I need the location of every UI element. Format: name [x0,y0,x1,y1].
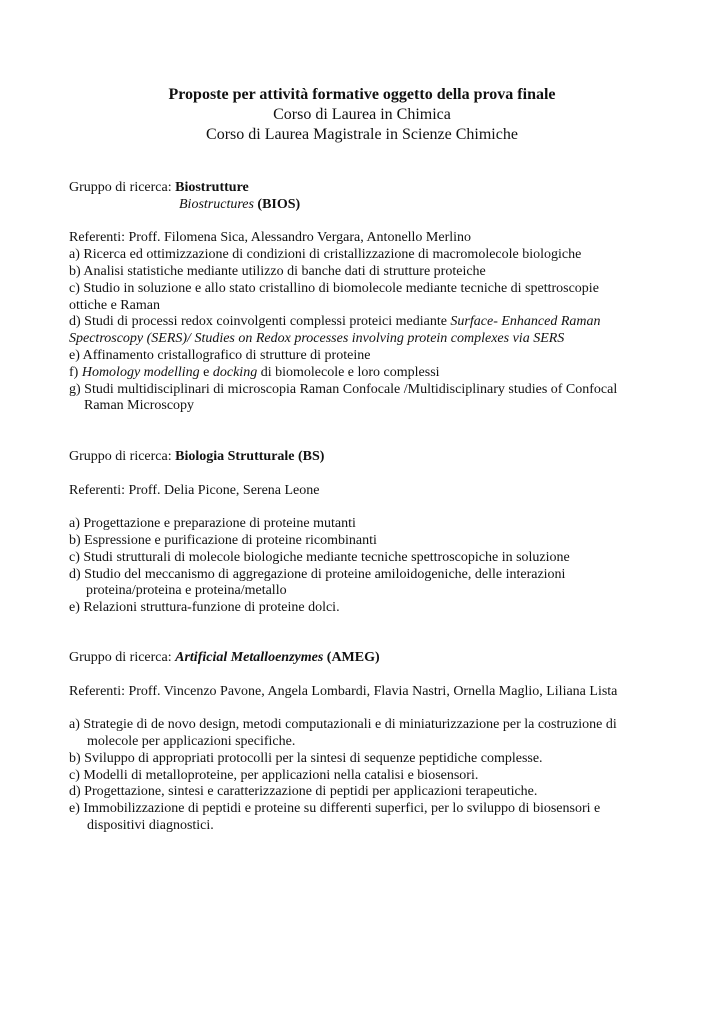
list-item-continuation: ottiche e Raman [69,297,160,313]
list-item: d) Studi di processi redox coinvolgenti complessi proteici mediante Surface- Enhanced Raman [69,314,601,330]
course-line-2: Corso di Laurea Magistrale in Scienze Chimiche [206,126,518,143]
list-item: c) Modelli di metalloproteine, per applicazioni nella catalisi e biosensori. [69,767,479,783]
group-heading: Gruppo di ricerca: Biologia Strutturale (BS) [69,449,325,464]
list-item: a) Progettazione e preparazione di proteine mutanti [69,516,356,532]
spacer [69,466,570,483]
list-item: e) Relazioni struttura-funzione di proteine dolci. [69,600,340,616]
group-referents: Referenti: Proff. Delia Picone, Serena Leone [69,482,320,498]
group-heading: Gruppo di ricerca: Artificial Metalloenzymes (AMEG) [69,650,380,665]
list-item: b) Sviluppo di appropriati protocolli per la sintesi di sequenze peptidiche complesse. [69,750,543,766]
spacer [69,667,617,684]
list-item-continuation: molecole per applicazioni specifiche. [87,733,296,749]
list-item: f) Homology modelling e docking di biomolecole e loro complessi [69,364,440,380]
group-name: Biologia Strutturale (BS) [175,449,325,464]
spacer [69,499,570,516]
document-header [0,85,724,145]
group-referents: Referenti: Proff. Filomena Sica, Alessandro Vergara, Antonello Merlino [69,230,472,246]
group-section-ameg [69,650,617,835]
group-name: Artificial Metalloenzymes [175,650,324,665]
course-line-1: Corso di Laurea in Chimica [273,106,451,123]
list-item: e) Affinamento cristallografico di strutture di proteine [69,347,371,363]
group-section-bios [69,180,617,415]
list-item: b) Analisi statistiche mediante utilizzo di banche dati di strutture proteiche [69,263,486,279]
list-item: e) Immobilizzazione di peptidi e proteine su differenti superfici, per lo sviluppo di biosensori e [69,801,601,817]
spacer [69,700,617,717]
list-item: a) Ricerca ed ottimizzazione di condizioni di cristallizzazione di macromolecole biologiche [69,247,582,263]
document-title: Proposte per attività formative oggetto della prova finale [168,86,556,103]
list-item: c) Studio in soluzione e allo stato cristallino di biomolecole mediante tecniche di spettroscopie [69,280,599,296]
list-item: b) Espressione e purificazione di proteine ricombinanti [69,532,377,548]
spacer [69,214,617,231]
list-item-continuation: Spectroscopy (SERS)/ Studies on Redox processes involving protein complexes via SERS [69,331,565,347]
list-item: d) Progettazione, sintesi e caratterizzazione di peptidi per applicazioni terapeutiche. [69,784,538,800]
list-item: g) Studi multidisciplinari di microscopia Raman Confocale /Multidisciplinary studies of Confocal [69,381,618,397]
list-item-continuation: proteina/proteina e proteina/metallo [86,583,287,599]
group-name: Biostrutture [175,180,249,195]
group-section-bs [69,449,570,617]
group-referents: Referenti: Proff. Vincenzo Pavone, Angela Lombardi, Flavia Nastri, Ornella Maglio, Liliana Lista [69,683,618,699]
group-name-english: Biostructures (BIOS) [179,196,301,212]
list-item-continuation: dispositivi diagnostici. [87,817,214,833]
list-item-continuation: Raman Microscopy [84,398,195,414]
group-heading: Gruppo di ricerca: Biostrutture [69,180,249,195]
list-item: d) Studio del meccanismo di aggregazione di proteine amiloidogeniche, delle interazioni [69,566,566,582]
list-item: c) Studi strutturali di molecole biologiche mediante tecniche spettroscopiche in soluzione [69,549,570,565]
list-item: a) Strategie di de novo design, metodi computazionali e di miniaturizzazione per la costruzione di [69,717,617,733]
